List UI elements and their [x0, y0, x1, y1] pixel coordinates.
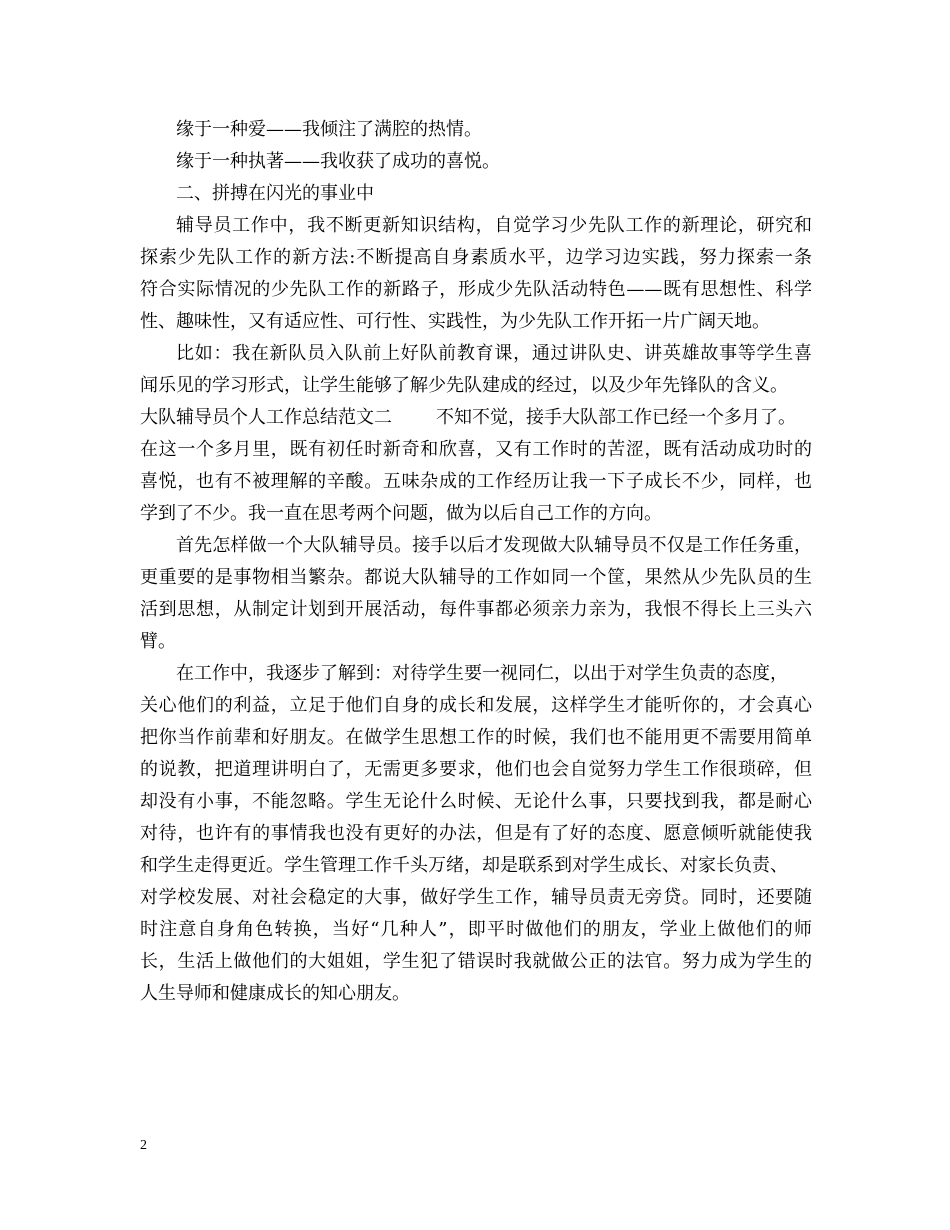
text-line: 缘于一种执著——我收获了成功的喜悦。 — [176, 151, 500, 172]
text-line: 闻乐见的学习形式，让学生能够了解少先队建成的经过，以及少年先锋队的含义。 — [140, 375, 788, 396]
body-text — [140, 114, 812, 1010]
article-title: 大队辅导员个人工作总结范文二 — [140, 407, 392, 428]
text-line: 关心他们的利益，立足于他们自身的成长和发展，这样学生才能听你的，才会真心 — [140, 695, 812, 716]
text-line: 时注意自身角色转换，当好“几种人”，即平时做他们的朋友，学业上做他们的师 — [140, 919, 812, 940]
text-line: 符合实际情况的少先队工作的新路子，形成少先队活动特色——既有思想性、科学 — [140, 279, 812, 300]
text-line: 首先怎样做一个大队辅导员。接手以后才发现做大队辅导员不仅是工作任务重， — [176, 535, 812, 556]
text-line: 辅导员工作中，我不断更新知识结构，自觉学习少先队工作的新理论，研究和 — [176, 215, 812, 236]
text-line: 探索少先队工作的新方法:不断提高自身素质水平，边学习边实践，努力探索一条 — [140, 247, 812, 268]
text-line: 长，生活上做他们的大姐姐，学生犯了错误时我就做公正的法官。努力成为学生的 — [140, 951, 812, 972]
text-line: 比如：我在新队员入队前上好队前教育课，通过讲队史、讲英雄故事等学生喜 — [176, 343, 812, 364]
text-line: 臂。 — [140, 631, 176, 652]
text-line: 性、趣味性，又有适应性、可行性、实践性，为少先队工作开拓一片广阔天地。 — [140, 311, 770, 332]
text-line: 缘于一种爱——我倾注了满腔的热情。 — [176, 119, 482, 140]
text-line — [140, 402, 812, 434]
text-line: 人生导师和健康成长的知心朋友。 — [140, 983, 410, 1004]
text-line: 在这一个多月里，既有初任时新奇和欣喜，又有工作时的苦涩，既有活动成功时的 — [140, 439, 812, 460]
text-line: 在工作中，我逐步了解到：对待学生要一视同仁，以出于对学生负责的态度， — [176, 663, 788, 684]
text-line: 却没有小事，不能忽略。学生无论什么时候、无论什么事，只要找到我，都是耐心 — [140, 791, 812, 812]
section-heading: 二、拼搏在闪光的事业中 — [176, 183, 374, 204]
text-line: 和学生走得更近。学生管理工作千头万绪，却是联系到对学生成长、对家长负责、 — [140, 855, 788, 876]
text-segment: 不知不觉，接手大队部工作已经一个多月了。 — [436, 407, 796, 428]
text-line: 把你当作前辈和好朋友。在做学生思想工作的时候，我们也不能用更不需要用简单 — [140, 727, 812, 748]
text-line: 对待，也许有的事情我也没有更好的办法，但是有了好的态度、愿意倾听就能使我 — [140, 823, 812, 844]
text-line: 学到了不少。我一直在思考两个问题，做为以后自己工作的方向。 — [140, 503, 662, 524]
page-number: 2 — [140, 1138, 147, 1153]
text-line: 的说教，把道理讲明白了，无需更多要求，他们也会自觉努力学生工作很琐碎，但 — [140, 759, 812, 780]
text-line: 对学校发展、对社会稳定的大事，做好学生工作，辅导员责无旁贷。同时，还要随 — [140, 887, 812, 908]
text-line: 活到思想，从制定计划到开展活动，每件事都必须亲力亲为，我恨不得长上三头六 — [140, 599, 812, 620]
text-line: 更重要的是事物相当繁杂。都说大队辅导的工作如同一个筐，果然从少先队员的生 — [140, 567, 812, 588]
text-line: 喜悦，也有不被理解的辛酸。五味杂成的工作经历让我一下子成长不少，同样，也 — [140, 471, 812, 492]
